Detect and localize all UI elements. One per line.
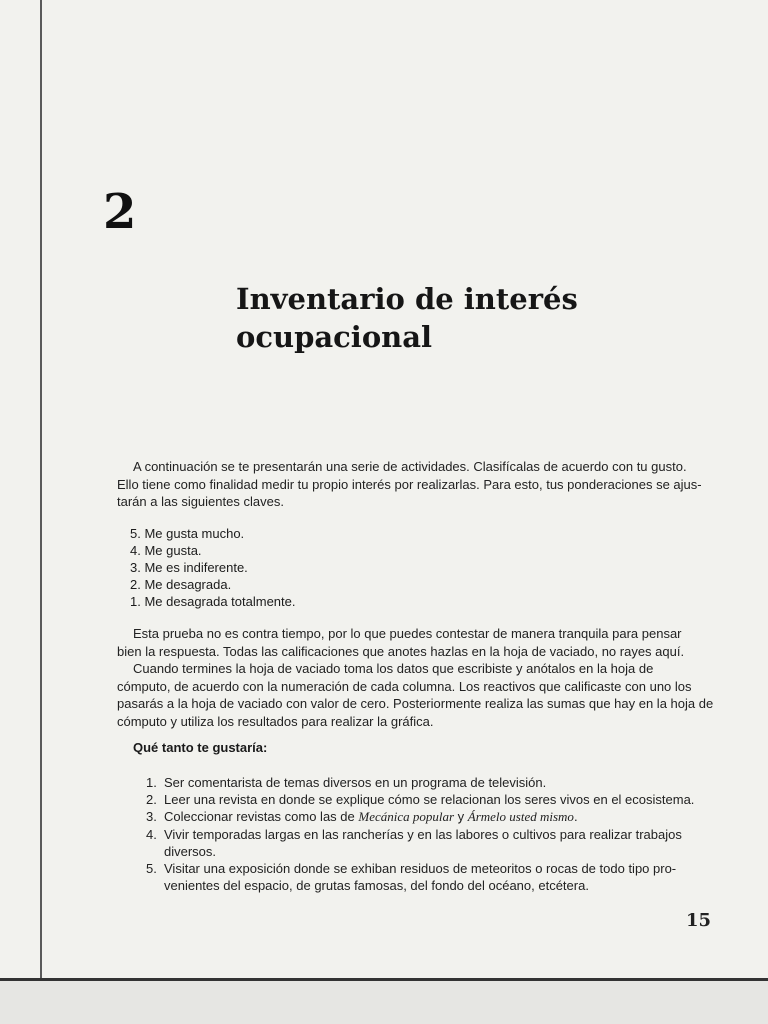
item-number: 1. [146,775,157,790]
chapter-title [236,280,656,356]
instructions-line: cómputo y utiliza los resultados para realizar la gráfica. [117,713,434,729]
instructions-line: Cuando termines la hoja de vaciado toma los datos que escribiste y anótalos en la hoja de [133,661,654,676]
rating-keys-list [130,525,296,610]
item-text: Coleccionar revistas como las de [164,809,359,825]
item-continuation: venientes del espacio, de grutas famosas, del fondo del océano, etcétera. [164,878,589,894]
intro-line: A continuación se te presentarán una serie de actividades. Clasifícalas de acuerdo con tu gusto. [133,459,687,474]
activity-item [146,860,716,877]
chapter-title-line: ocupacional [236,320,433,354]
rating-key: 2. Me desagrada. [130,577,232,592]
chapter-title-line: Inventario de interés [236,282,578,316]
scan-shadow [0,981,768,1024]
instructions-line: Esta prueba no es contra tiempo, por lo que puedes contestar de manera tranquila para pensar [133,626,682,641]
activity-item [146,808,716,825]
item-continuation: diversos. [164,843,217,859]
item-text: . [573,809,578,825]
item-text: Vivir temporadas largas en las rancherías y en las labores o cultivos para realizar trabajos [164,826,682,842]
instructions-line: bien la respuesta. Todas las calificaciones que anotes hazlas en la hoja de vaciado, no rayes aquí. [117,643,685,659]
rating-key: 5. Me gusta mucho. [130,526,245,541]
activity-item [146,774,716,791]
rating-key: 3. Me es indiferente. [130,560,248,575]
activity-item [146,826,716,843]
instructions-line: pasarás a la hoja de vaciado con valor de cero. Posteriormente realiza las sumas que hay en la hoja de [117,696,714,711]
item-number: 5. [146,861,157,877]
chapter-number: 2 [103,184,137,240]
intro-line: tarán a las siguientes claves. [117,494,284,509]
item-number: 3. [146,809,157,825]
binding-edge [40,0,42,980]
page-number: 15 [686,910,712,931]
intro-line: Ello tiene como finalidad medir tu propio interés por realizarlas. Para esto, tus ponderaciones se ajus- [117,476,702,492]
intro-paragraph [117,458,712,511]
rating-key: 4. Me gusta. [130,543,202,558]
item-text: Ser comentarista de temas diversos en un programa de televisión. [164,775,547,790]
rating-key: 1. Me desagrada totalmente. [130,594,296,609]
item-text: Visitar una exposición donde se exhiban residuos de meteoritos o rocas de todo tipo pro- [164,861,677,877]
instructions-paragraph [117,625,712,730]
item-text: Leer una revista en donde se explique cómo se relacionan los seres vivos en el ecosistema. [164,792,695,808]
activity-item [146,791,716,808]
magazine-title: Ármelo usted mismo [467,809,574,825]
item-number: 4. [146,826,157,842]
instructions-line: cómputo, de acuerdo con la numeración de cada columna. Los reactivos que calificaste con uno los [117,678,692,694]
question-heading: Qué tanto te gustaría: [133,740,268,755]
item-number: 2. [146,792,157,808]
activity-list [146,774,716,894]
magazine-title: Mecánica popular [358,809,455,825]
item-text: y [454,809,468,825]
